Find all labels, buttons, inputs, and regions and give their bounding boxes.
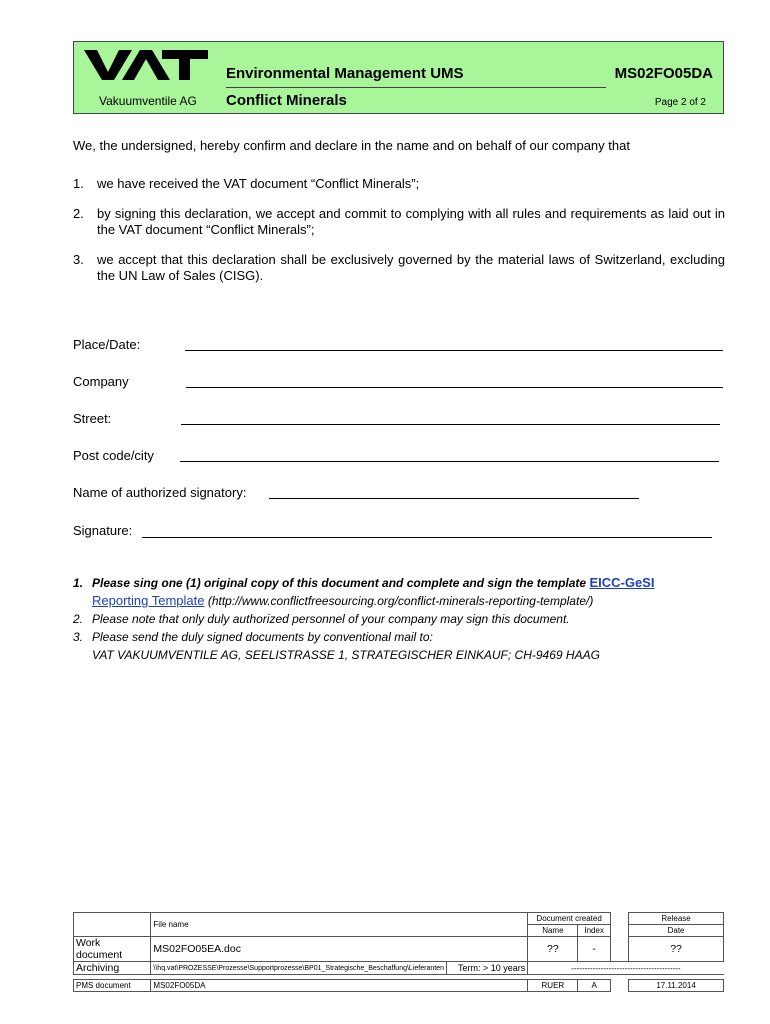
item-number: 1.: [73, 176, 84, 191]
pms-index: A: [578, 980, 611, 992]
item-text: we accept that this declaration shall be exclusively governed by the material laws of Switzerland, excluding the UN Law of Sales (CISG).: [97, 252, 725, 283]
spacer-cell: [610, 925, 628, 937]
index-value: -: [578, 937, 611, 962]
index-label: Index: [578, 925, 611, 937]
name-label: Name: [528, 925, 578, 937]
archiving-dashes: -----------------------------------------: [528, 962, 724, 975]
note-number: 2.: [73, 612, 84, 626]
spacer-cell: [610, 937, 628, 962]
declaration-item-3: [73, 252, 725, 284]
pms-label: PMS document: [74, 980, 151, 992]
item-text: we have received the VAT document “Conflict Minerals”;: [97, 176, 420, 191]
page-number: Page 2 of 2: [654, 97, 706, 108]
date-value: ??: [629, 937, 724, 962]
post-code-label: Post code/city: [73, 448, 154, 463]
note-number: 3.: [73, 630, 84, 644]
doc-created-label: Document created: [528, 913, 611, 925]
document-code: MS02FO05DA: [614, 65, 713, 82]
template-url: (http://www.conflictfreesourcing.org/conflict-minerals-reporting-template/): [207, 594, 594, 608]
item-number: 2.: [73, 206, 84, 221]
declaration-item-2: [73, 206, 725, 238]
item-number: 3.: [73, 252, 84, 267]
intro-text: We, the undersigned, hereby confirm and declare in the name and on behalf of our company that: [73, 138, 630, 153]
eicc-gesi-link[interactable]: EICC-GeSI: [589, 575, 655, 590]
note-2: [73, 610, 733, 628]
note-text: Please note that only duly authorized personnel of your company may sign this document.: [92, 612, 570, 626]
date-label: Date: [629, 925, 724, 937]
company-line[interactable]: [186, 387, 723, 388]
release-label: Release: [629, 913, 724, 925]
item-text: by signing this declaration, we accept and commit to complying with all rules and requirements as laid out in the VAT document “Conflict Minerals”;: [97, 206, 725, 237]
header-title: Environmental Management UMS: [226, 65, 464, 82]
spacer-cell: [610, 913, 628, 925]
reporting-template-link[interactable]: Reporting Template: [92, 593, 205, 608]
company-label: Company: [73, 374, 129, 389]
mailing-address: VAT VAKUUMVENTILE AG, SEELISTRASSE 1, STRATEGISCHER EINKAUF; CH-9469 HAAG: [92, 648, 600, 662]
note-3-address: [73, 646, 733, 664]
note-text: Please send the duly signed documents by conventional mail to:: [92, 630, 433, 644]
street-label: Street:: [73, 411, 112, 426]
vat-logo: [84, 50, 208, 80]
pms-date: 17.11.2014: [629, 980, 724, 992]
note-1-continued: [73, 592, 733, 610]
pms-name: RUER: [528, 980, 578, 992]
street-line[interactable]: [181, 424, 720, 425]
place-date-line[interactable]: [185, 350, 723, 351]
document-control-table: [73, 912, 724, 992]
archiving-path: \\hq.vat\PROZESSE\Prozesse\Supportprozesse\BP01_Strategische_Beschaffung\Lieferanten: [151, 962, 447, 975]
declaration-item-1: [73, 176, 725, 192]
post-code-line[interactable]: [180, 461, 719, 462]
empty-cell: [74, 913, 151, 937]
note-1: [73, 574, 733, 592]
work-document-label: Work document: [74, 937, 151, 962]
company-name: Vakuumventile AG: [99, 94, 197, 108]
note-3: [73, 628, 733, 646]
archiving-term: Term: > 10 years: [446, 962, 527, 975]
file-name-label: File name: [151, 913, 528, 937]
signatory-label: Name of authorized signatory:: [73, 485, 247, 500]
signatory-line[interactable]: [269, 498, 639, 499]
header-subtitle: Conflict Minerals: [226, 92, 347, 109]
signature-line[interactable]: [142, 537, 712, 538]
signature-label: Signature:: [73, 523, 133, 538]
archiving-label: Archiving: [74, 962, 151, 975]
note-number: 1.: [73, 576, 84, 590]
note-text: Please sing one (1) original copy of this document and complete and sign the template: [92, 576, 587, 590]
header-divider: [226, 87, 606, 88]
name-value: ??: [528, 937, 578, 962]
pms-value: MS02FO05DA: [151, 980, 528, 992]
spacer-cell: [610, 980, 628, 992]
notes: [73, 574, 733, 664]
work-document-value: MS02FO05EA.doc: [151, 937, 528, 962]
document-header: [73, 41, 724, 114]
place-date-label: Place/Date:: [73, 337, 141, 352]
